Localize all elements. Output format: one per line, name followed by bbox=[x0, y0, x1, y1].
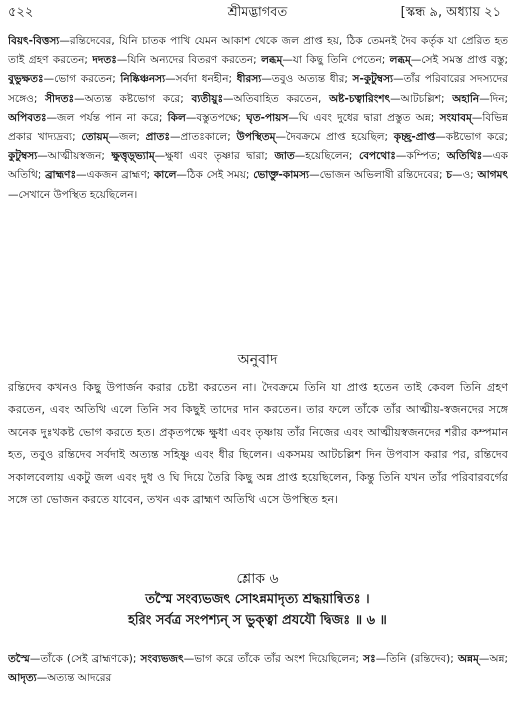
gloss-term: বুভুক্ষতঃ bbox=[8, 73, 44, 86]
gloss-meaning: —আত্মীয়স্বজন; bbox=[37, 150, 105, 163]
translation-paragraph: রন্তিদেব কখনও কিছু উপার্জন করার চেষ্টা করতেন না। দৈবক্রমে তিনি যা প্রাপ্ত হতেন তাই কেবল তিনি গ্রহণ করতেন, এবং অতিথি এলে তিনি সব কিছুই তাদের দান করতেন। তার ফলে তাঁকে তাঁর আত্মীয়-স্বজনদের সঙ্গে অনেক দুঃখকষ্ট ভোগ করতে হত। প্রকৃতপক্ষে ক্ষুধা এবং তৃষ্ণায় তাঁর নিজের এবং আত্মীয়স্বজনদের শরীর কম্পমান হত, তবুও রন্তিদেব সর্বদাই অত্যন্ত সহিষ্ণু এবং ধীর ছিলেন। একসময় আটচল্লিশ দিন উপবাস করার পর, রন্তিদেব সকালবেলায় একটু জল এবং দুধ ও ঘি দিয়ে তৈরি কিছু অন্ন প্রাপ্ত হয়েছিলেন, কিন্তু তিনি যখন তাঁর পরিবারবর্গের সঙ্গে তা ভোজন করতে যাবেন, তখন এক ব্রাহ্মণ অতিথি এসে উপস্থিত হন। bbox=[8, 381, 508, 507]
gloss-meaning: —ঘি এবং দুধের দ্বারা প্রস্তুত অন্ন; bbox=[288, 111, 435, 124]
gloss-meaning: —প্রাতঃকালে; bbox=[169, 131, 231, 144]
gloss-term: অন্নম্ bbox=[457, 653, 479, 665]
gloss-meaning: —ঠিক সেই সময়; bbox=[176, 169, 250, 182]
gloss-term: লব্ধম্ bbox=[389, 54, 411, 67]
gloss-term: সংযাবম্ bbox=[439, 111, 472, 124]
gloss-term: কালে bbox=[153, 169, 177, 182]
gloss-meaning: —কম্পিত; bbox=[395, 150, 441, 163]
gloss-meaning: —ও; bbox=[451, 169, 474, 182]
gloss-term: ভোক্তু-কামস্য bbox=[253, 169, 310, 182]
gloss-meaning: —যা কিছু তিনি পেতেন; bbox=[282, 54, 386, 67]
gloss-meaning: —যিনি অন্যদের বিতরণ করতেন; bbox=[116, 54, 257, 67]
page-number: ৫২২ bbox=[8, 5, 34, 20]
gloss-meaning: —বস্তুতপক্ষে; bbox=[185, 111, 241, 124]
gloss-meaning: —জল পর্যন্ত পান না করে; bbox=[46, 111, 163, 124]
gloss-term: লব্ধম্ bbox=[261, 54, 283, 67]
gloss-term: ব্রাহ্মণঃ bbox=[45, 169, 77, 182]
gloss-meaning: —ভাগ করে তাঁকে তাঁর অংশ দিয়েছিলেন; bbox=[183, 653, 360, 665]
gloss-meaning: —সেখানে উপস্থিত হয়েছিলেন। bbox=[8, 188, 138, 201]
gloss-meaning: —সর্বদা ধনহীন; bbox=[165, 73, 233, 86]
gloss-meaning: —তাঁকে (সেই ব্রাহ্মণকে); bbox=[29, 653, 137, 665]
gloss-term: আদৃত্য bbox=[8, 672, 37, 685]
gloss-term: সঃ bbox=[363, 653, 376, 665]
gloss-term: আগমৎ bbox=[477, 169, 508, 182]
gloss-term: তোয়ম্ bbox=[81, 131, 109, 144]
gloss-meaning: —তিনি (রন্তিদেব); bbox=[375, 653, 454, 665]
gloss-term: বিয়ৎ-বিত্তস্য bbox=[8, 35, 60, 47]
gloss-meaning: —ক্ষুধা এবং তৃষ্ণার দ্বারা; bbox=[154, 150, 268, 163]
gloss-meaning: —সেই সমস্ত প্রাপ্ত বস্তু; bbox=[410, 54, 508, 67]
gloss-meaning: —অত্যন্ত কষ্টভোগ করে; bbox=[74, 92, 184, 105]
gloss-meaning: —এক অতিথি; bbox=[8, 150, 508, 182]
gloss-term: কৃচ্ছ্র-প্রাপ্ত bbox=[393, 131, 436, 144]
book-title: শ্রীমদ্ভাগবত bbox=[227, 5, 288, 20]
gloss-term: অতিথিঃ bbox=[446, 150, 483, 163]
gloss-term: ধীরস্য bbox=[236, 73, 262, 86]
verse-word-meanings bbox=[8, 650, 508, 710]
word-meaning-glossary bbox=[8, 32, 508, 339]
gloss-term: কুটুম্বস্য bbox=[8, 150, 38, 163]
gloss-meaning: —তাঁর পরিবারের সদস্যদের সঙ্গেও; bbox=[8, 73, 508, 105]
chapter-reference: [স্কন্ধ ৯, অধ্যায় ২১ bbox=[400, 5, 501, 20]
gloss-term: সীদতঃ bbox=[45, 92, 75, 105]
gloss-term: স-কুটুম্বস্য bbox=[352, 73, 394, 86]
gloss-meaning: —ভোজন অভিলাষী রন্তিদেবের; bbox=[309, 169, 443, 182]
gloss-term: প্রাতঃ bbox=[145, 131, 170, 144]
gloss-meaning: —অন্ন; bbox=[478, 653, 508, 665]
gloss-meaning: —অতিবাহিত করতেন, bbox=[223, 92, 322, 105]
gloss-meaning: —আটচল্লিশ; bbox=[390, 92, 445, 105]
gloss-meaning: —দিন; bbox=[479, 92, 508, 105]
gloss-term: ব্যতীয়ুঃ bbox=[191, 92, 224, 105]
gloss-meaning: —জল; bbox=[108, 131, 140, 144]
gloss-term: উপস্থিতম্ bbox=[236, 131, 276, 144]
gloss-term: অপিবতঃ bbox=[8, 111, 47, 124]
gloss-meaning: —বিভিন্ন প্রকার খাদ্যদ্রব্য; bbox=[8, 111, 508, 144]
gloss-meaning: —দৈবক্রমে প্রাপ্ত হয়েছিল; bbox=[275, 131, 389, 144]
verse-heading: শ্লোক ৬ bbox=[236, 571, 279, 587]
translation-heading: অনুবাদ bbox=[237, 352, 278, 368]
verse-line-2: হরিং সর্বত্র সংপশ্যন্ স ভুক্ত্বা প্রযযৌ দ্বিজঃ ॥ ৬ ॥ bbox=[128, 613, 387, 628]
gloss-meaning: —একজন ব্রাহ্মণ; bbox=[76, 169, 151, 182]
gloss-term: তস্মৈ bbox=[8, 653, 30, 665]
gloss-term: বেপথোঃ bbox=[358, 150, 396, 163]
gloss-term: ঘৃত-পায়স bbox=[246, 111, 289, 124]
gloss-meaning: —তবুও অত্যন্ত ধীর; bbox=[261, 73, 348, 86]
gloss-term: অহানি bbox=[452, 92, 480, 105]
gloss-term: ক্ষুত্তৃড়্‌ভ্যাম্ bbox=[111, 150, 155, 163]
gloss-term: অষ্ট-চত্বারিংশৎ bbox=[329, 92, 391, 105]
gloss-meaning: —ভোগ করতেন; bbox=[43, 73, 116, 86]
gloss-meaning: —অত্যন্ত আদরের bbox=[36, 672, 112, 685]
gloss-term: জাত bbox=[274, 150, 295, 163]
gloss-term: কিল bbox=[167, 111, 186, 124]
gloss-meaning: —হয়েছিলেন; bbox=[294, 150, 353, 163]
gloss-term: সংব্যভজৎ bbox=[140, 653, 184, 665]
gloss-term: নিষ্কিঞ্চনস্য bbox=[120, 73, 166, 86]
verse-line-1: তস্মৈ সংব্যভজৎ সোঽন্নমাদৃত্য শ্রদ্ধয়ান্বিতঃ । bbox=[145, 592, 370, 607]
gloss-meaning: —রন্তিদেবের, যিনি চাতক পাখি যেমন আকাশ থেকে জল প্রাপ্ত হয়, ঠিক তেমনই দৈব কর্তৃক যা প্রেরিত হত তাই গ্রহণ করতেন; bbox=[8, 35, 508, 67]
gloss-meaning: —কষ্টভোগ করে; bbox=[435, 131, 508, 144]
gloss-term: দদতঃ bbox=[92, 54, 117, 67]
gloss-term: চ bbox=[446, 169, 452, 182]
